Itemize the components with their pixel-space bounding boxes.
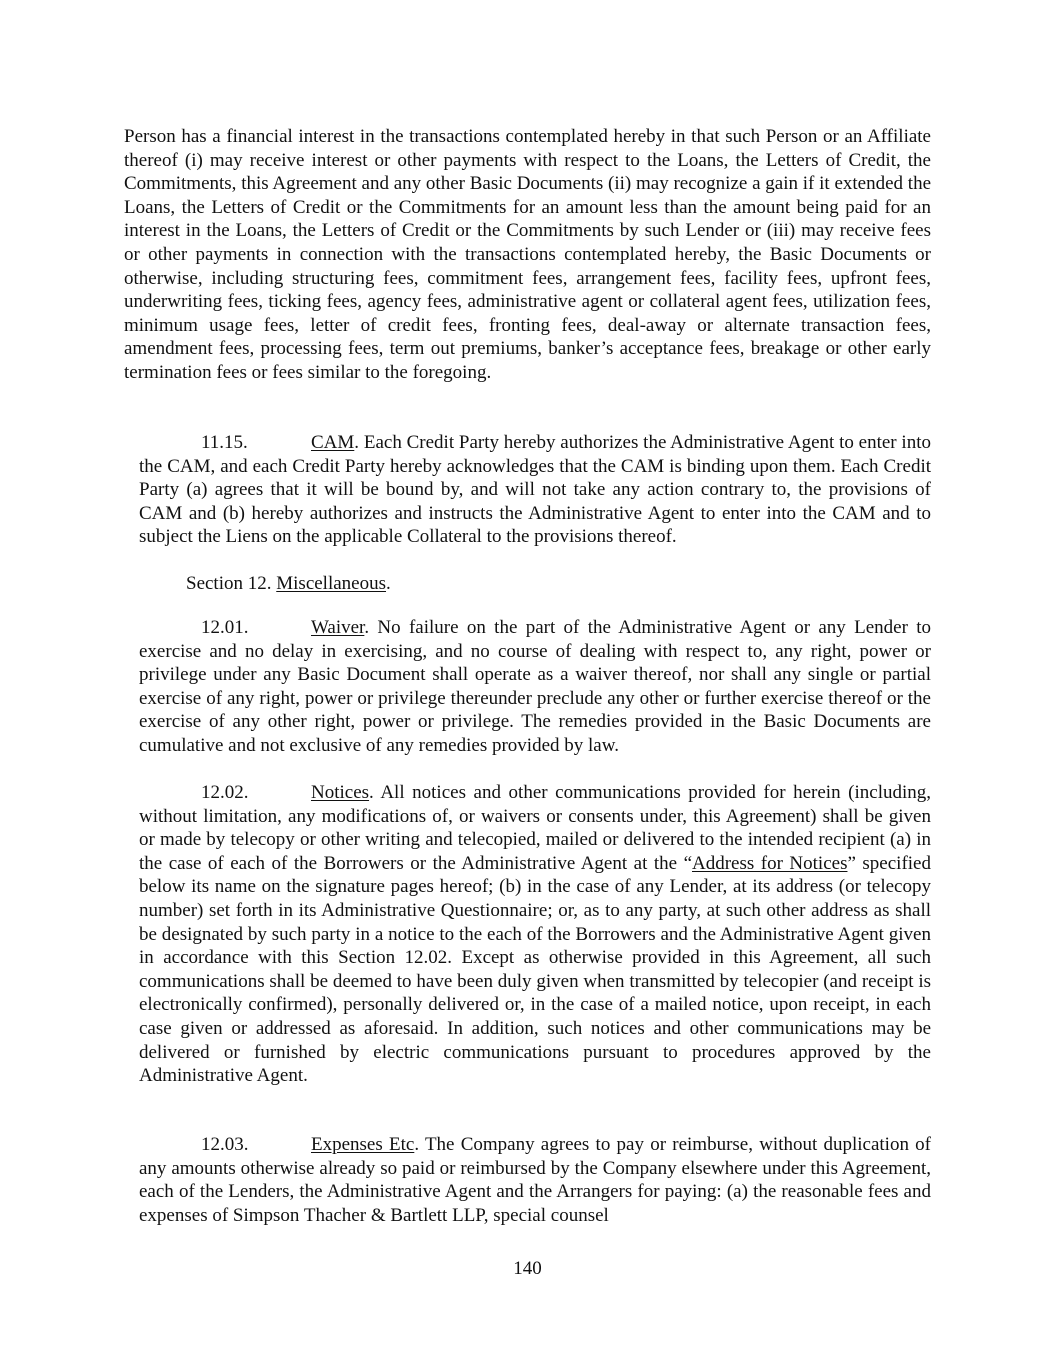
defined-term: Address for Notices [692,852,848,874]
section-12-03 [139,1133,931,1227]
page-number: 140 [513,1258,542,1279]
section-heading: Waiver [311,617,365,638]
section-body: . The Company agrees to pay or reimburse, without duplication of any amounts otherwise already so paid or reimbursed by the Company elsewhere under this Agreement, each of the Lenders, the Administrative Agent and the Arrangers for paying: (a) the reasonable fees and expenses of Simpson Thacher & Bartlett LLP, special counsel [139,1134,932,1226]
section-12-02 [139,781,931,1088]
section-body-part-b: ” specified below its name on the signature pages hereof; (b) in the case of any Lender, at its address (or telecopy number) set forth in its Administrative Questionnaire; or, as to any party, at such other address as shall be designated by such party in a notice to the each of the Borrowers and the Administrative Agent given in accordance with this Section 12.02. Except as otherwise provided in this Agreement, all such communications shall be deemed to have been duly given when transmitted by telecopier (and receipt is electronically confirmed), personally delivered or, in the case of a mailed notice, upon receipt, in each case given or addressed as aforesaid. In addition, such notices and other communications may be delivered or furnished by electric communications pursuant to procedures approved by the Administrative Agent. [139,852,931,1087]
section-12-title [186,572,886,596]
section-body: . No failure on the part of the Administrative Agent or any Lender to exercise and no delay in exercising, and no course of dealing with respect to, any right, power or privilege under any Basic Document shall operate as a waiver thereof, nor shall any single or partial exercise of any right, power or privilege thereunder preclude any other or further exercise thereof or the exercise of any other right, power or privilege. The remedies provided in the Basic Documents are cumulative and not exclusive of any remedies provided by law. [139,617,931,756]
section-11-15 [139,431,931,549]
section-prefix: Section 12. [186,573,277,594]
section-number: 12.03. [201,1134,249,1155]
section-body: . Each Credit Party hereby authorizes the Administrative Agent to enter into the CAM, and each Credit Party hereby acknowledges that the CAM is binding upon them. Each Credit Party (a) agrees that it will be bound by, and will not take any action contrary to, the provisions of CAM and (b) hereby authorizes and instructs the Administrative Agent to enter into the CAM and to subject the Liens on the applicable Collateral to the provisions thereof. [139,432,931,548]
section-number: 12.01. [201,617,249,638]
section-heading: Miscellaneous [276,573,387,594]
section-12-01 [139,616,931,758]
section-number: 12.02. [201,782,249,803]
section-suffix: . [386,573,391,594]
section-body-part-a: . All notices and other communications provided for herein (including, without limitation, any modifications of, or waivers or consents under, this Agreement) shall be given or made by telecopy or other writing and telecopied, mailed or delivered to the intended recipient (a) in the case of each of the Borrowers or the Administrative Agent at the “ [139,782,931,874]
section-heading: Notices [311,782,370,803]
paragraph-continuation: Person has a financial interest in the transactions contemplated hereby in that such Person or an Affiliate thereof (i) may receive interest or other payments with respect to the Loans, the Letters of Credit, the Commitments, this Agreement and any other Basic Documents (ii) may recognize a gain if it extended the Loans, the Letters of Credit or the Commitments for an amount less than the amount being paid for an interest in the Loans, the Letters of Credit or the Commitments by such Lender or (iii) may receive fees or other payments in connection with the transactions contemplated hereby, the Basic Documents or otherwise, including structuring fees, commitment fees, arrangement fees, facility fees, upfront fees, underwriting fees, ticking fees, agency fees, administrative agent or collateral agent fees, utilization fees, minimum usage fees, letter of credit fees, fronting fees, deal-away or alternate transaction fees, amendment fees, processing fees, term out premiums, banker’s acceptance fees, breakage or other early termination fees or fees similar to the foregoing. [124,126,931,383]
section-heading: CAM [311,432,355,453]
section-heading: Expenses Etc [311,1134,415,1155]
section-number: 11.15. [201,432,248,453]
